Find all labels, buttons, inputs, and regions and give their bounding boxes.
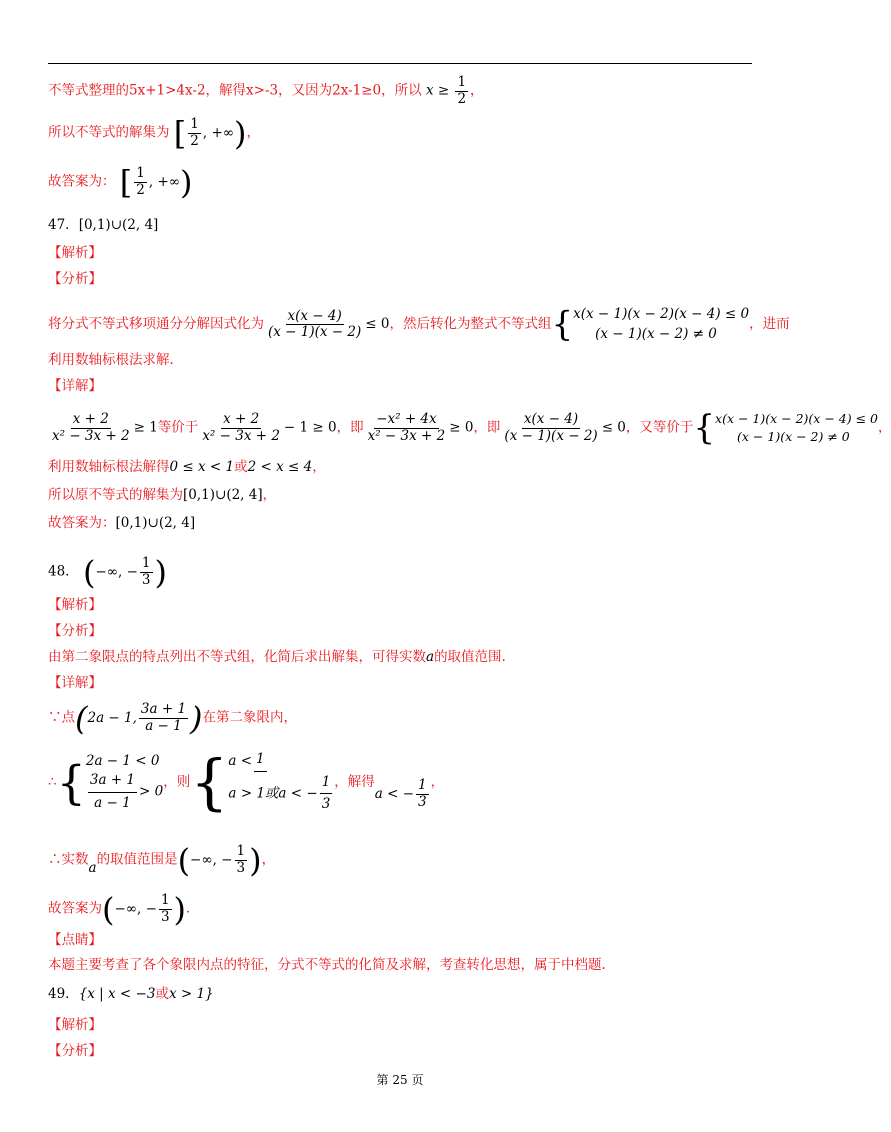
q48-point-line: ∵点(2a − 1, $\frac{3a + 1}{a - 1}$ )在第二象限内，	[48, 699, 298, 737]
math-inline: x ≥	[425, 82, 450, 99]
q49-jiexi: 【解析】	[48, 1017, 102, 1033]
q46-line1	[48, 76, 484, 106]
q48-system-line: ∴{ 2a − 1 < 0 $\frac{3a + 1}{a - 1}$ > 0 ，则{ a < 1 a > 1或a < − $\frac{1}{3}$ ，解得a < − $\frac{1}{3}$ ，	[48, 747, 445, 818]
q46-line2	[48, 114, 260, 152]
inequality-system: x(x − 1)(x − 2)(x − 4) ≤ 0 (x − 1)(x − 2) ≠ 0	[573, 306, 750, 342]
text: ，进而	[749, 316, 790, 333]
text: 所以不等式的解集为	[48, 124, 170, 141]
q47-fenxi: 【分析】	[48, 271, 102, 287]
fraction: $\frac{x(x - 4)}{(x - 1)(x - 2)}$	[504, 411, 598, 444]
question-number: 47．	[48, 217, 79, 233]
answer: (−∞, − $\frac{1}{3}$ )	[82, 553, 167, 591]
interval-half-inf: [ $\frac{1}{2}$ , +∞)	[173, 114, 247, 152]
text: 将分式不等式移项通分分解因式化为	[48, 316, 264, 333]
text: ，解得	[205, 82, 247, 99]
question-number: 49．	[48, 986, 79, 1002]
point-coordinates: (2a − 1, $\frac{3a + 1}{a - 1}$ )	[75, 699, 203, 737]
q48-heading	[48, 553, 167, 591]
q47-xiangjie: 【详解】	[48, 378, 102, 394]
fraction: $\frac{x + 2}{\text{x² − 3x + 2}}$	[202, 411, 280, 444]
question-number: 48．	[48, 563, 79, 580]
text: ，然后转化为整式不等式组	[389, 316, 552, 333]
fraction: $\frac{x + 2}{\text{x² − 3x + 2}}$	[52, 411, 130, 444]
q48-jiexi: 【解析】	[48, 597, 102, 613]
q48-dianjing: 【点睛】	[48, 932, 102, 948]
q47-final-answer: 故答案为：[0,1)∪(2, 4]	[48, 515, 196, 531]
answer: [0,1)∪(2, 4]	[78, 217, 159, 233]
interval: (−∞, − $\frac{1}{3}$ )	[102, 890, 187, 928]
text: ，	[246, 124, 260, 141]
q47-jiexi: 【解析】	[48, 245, 102, 261]
page-footer: 第 25 页	[376, 1073, 424, 1087]
result: a < − $\frac{1}{3}$	[374, 777, 427, 810]
q47-analysis-line2: 利用数轴标根法求解.	[48, 352, 174, 368]
interval: (−∞, − $\frac{1}{3}$ )	[177, 841, 262, 879]
math-inline: 5x+1>4x-2	[129, 82, 206, 99]
q47-detail-line1: $\frac{x + 2}{\text{x² − 3x + 2}}$ ≥ 1等价于 $\frac{x + 2}{\text{x² − 3x + 2}}$ − 1 ≥ 0，即 $\frac{\text{−x² + 4x}}{\text{x² − 3x + 2}}$ ≥ 0，即 $\frac{x(x - 4)}{(x - 1)(x - 2)}$ ≤ 0，又等价于{ x(x − 1)(x − 2)(x − 4) ≤ 0 (x − 1)(x − 2) ≠ 0 ，	[52, 408, 891, 449]
q49-heading: 49．{x | x < −3或x > 1}	[48, 986, 214, 1002]
q48-xiangjie: 【详解】	[48, 675, 102, 691]
inequality-system: 2a − 1 < 0 $\frac{3a + 1}{a - 1}$ > 0	[85, 752, 164, 811]
q48-analysis: 由第二象限点的特点列出不等式组，化简后求出解集，可得实数a的取值范围.	[48, 649, 506, 665]
q46-answer	[48, 163, 193, 201]
q49-fenxi: 【分析】	[48, 1043, 102, 1059]
q47-analysis-line1: 将分式不等式移项通分分解因式化为 $\frac{x(x - 4)}{(x - 1)(x - 2)}$ ≤ 0，然后转化为整式不等式组{ x(x − 1)(x − 2)(x − 4) ≤ 0 (x − 1)(x − 2) ≠ 0 ，进而	[48, 304, 790, 345]
inequality-system: x(x − 1)(x − 2)(x − 4) ≤ 0 (x − 1)(x − 2) ≠ 0	[715, 411, 878, 445]
math-inline: 2x-1≥0	[332, 82, 382, 99]
interval-half-inf: [ $\frac{1}{2}$ , +∞)	[119, 163, 193, 201]
q48-final-answer: 故答案为(−∞, − $\frac{1}{3}$ )．	[48, 890, 200, 928]
q48-range-line: ∴实数a的取值范围是(−∞, − $\frac{1}{3}$ )，	[48, 841, 276, 879]
q48-dianjing-text: 本题主要考查了各个象限内点的特征，分式不等式的化简及求解，考查转化思想，属于中档题.	[48, 957, 606, 973]
q47-detail-line2: 利用数轴标根法解得0 ≤ x < 1或2 < x ≤ 4，	[48, 459, 326, 475]
text: ，所以	[381, 82, 422, 99]
fraction: $\frac{x(x - 4)}{(x - 1)(x - 2)}$	[268, 307, 362, 341]
fraction: $\frac{\text{−x² + 4x}}{\text{x² − 3x + 2}}$	[367, 411, 446, 444]
text: 故答案为：	[48, 173, 116, 190]
text: ，又因为	[278, 82, 333, 99]
inequality-system: a < 1 a > 1或a < − $\frac{1}{3}$	[228, 751, 331, 813]
fraction-one-half: $\frac{1}{2}$	[457, 74, 467, 107]
header-rule	[48, 63, 752, 64]
text: 不等式整理的	[48, 82, 129, 99]
q47-heading	[48, 219, 158, 233]
q47-detail-line3: 所以原不等式的解集为[0,1)∪(2, 4]，	[48, 487, 277, 503]
q48-fenxi: 【分析】	[48, 623, 102, 639]
math-inline: x>-3	[246, 82, 279, 99]
text: ，	[470, 82, 484, 99]
